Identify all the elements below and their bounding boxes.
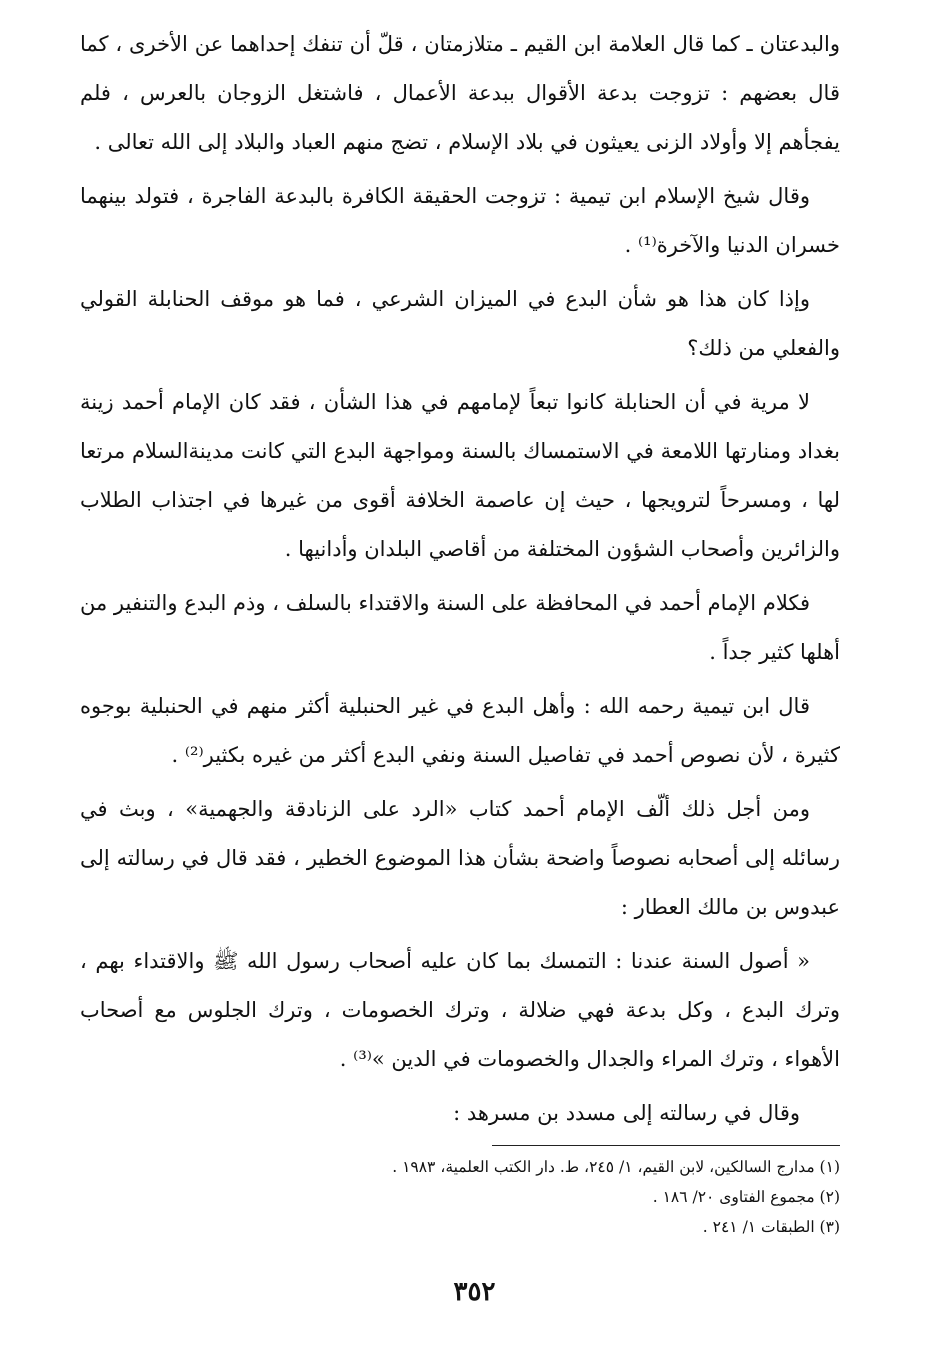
paragraph-1: والبدعتان ـ كما قال العلامة ابن القيم ـ متلازمتان ، قلّ أن تنفك إحداهما عن الأخرى ، كما قال بعضهم : تزوجت بدعة الأقوال ببدعة الأعمال ، فاشتغل الزوجان بالعرس ، فلم يفجأهم إلا وأولاد الزنى يعيثون في بلاد الإسلام ، تضج منهم العباد والبلاد إلى الله تعالى . [80,32,840,154]
paragraph-8-quote: « أصول السنة عندنا : التمسك بما كان عليه أصحاب رسول الله ﷺ والاقتداء بهم ، وترك البدع ، وكل بدعة فهي ضلالة ، وترك الخصومات ، وترك الجلوس مع أصحاب الأهواء ، وترك المراء والجدال والخصومات في الدين »⁽³⁾ . [80,949,840,1071]
page-number: ٣٥٢ [453,1277,496,1307]
paragraph-4: لا مرية في أن الحنابلة كانوا تبعاً لإمامهم في هذا الشأن ، فقد كان الإمام أحمد زينة بغداد ومنارتها اللامعة في الاستمساك بالسنة ومواجهة البدع التي كانت مدينةالسلام مرتعا لها ، ومسرحاً لترويجها ، حيث إن عاصمة الخلافة أقوى من غيرها في اجتذاب الطلاب والزائرين وأصحاب الشؤون المختلفة من أقاصي البلدان وأدانيها . [80,390,840,561]
page-body [80,20,840,1242]
footnote-divider [492,1145,840,1146]
footnote-1: (١) مدارج السالكين، لابن القيم، ١/ ٢٤٥، ط. دار الكتب العلمية، ١٩٨٣ . [392,1158,840,1176]
paragraph-6: قال ابن تيمية رحمه الله : وأهل البدع في غير الحنبلية أكثر منهم في الحنبلية بوجوه كثيرة ، لأن نصوص أحمد في تفاصيل السنة ونفي البدع أكثر من غيره بكثير⁽²⁾ . [80,694,840,767]
footnotes [80,1152,840,1242]
paragraph-3: وإذا كان هذا هو شأن البدع في الميزان الشرعي ، فما هو موقف الحنابلة القولي والفعلي من ذلك؟ [80,287,840,360]
closing-line: وقال في رسالته إلى مسدد بن مسرهد : [453,1101,800,1125]
footnote-3: (٣) الطبقات ١/ ٢٤١ . [702,1218,840,1236]
footnote-2: (٢) مجموع الفتاوى ٢٠/ ١٨٦ . [652,1188,840,1206]
paragraph-7: ومن أجل ذلك ألّف الإمام أحمد كتاب «الرد على الزنادقة والجهمية» ، وبث في رسائله إلى أصحابه نصوصاً واضحة بشأن هذا الموضوع الخطير ، فقد قال في رسالته إلى عبدوس بن مالك العطار : [80,797,840,919]
paragraph-5: فكلام الإمام أحمد في المحافظة على السنة والاقتداء بالسلف ، وذم البدع والتنفير من أهلها كثير جداً . [80,591,840,664]
paragraph-2: وقال شيخ الإسلام ابن تيمية : تزوجت الحقيقة الكافرة بالبدعة الفاجرة ، فتولد بينهما خسران الدنيا والآخرة⁽¹⁾ . [80,184,840,257]
